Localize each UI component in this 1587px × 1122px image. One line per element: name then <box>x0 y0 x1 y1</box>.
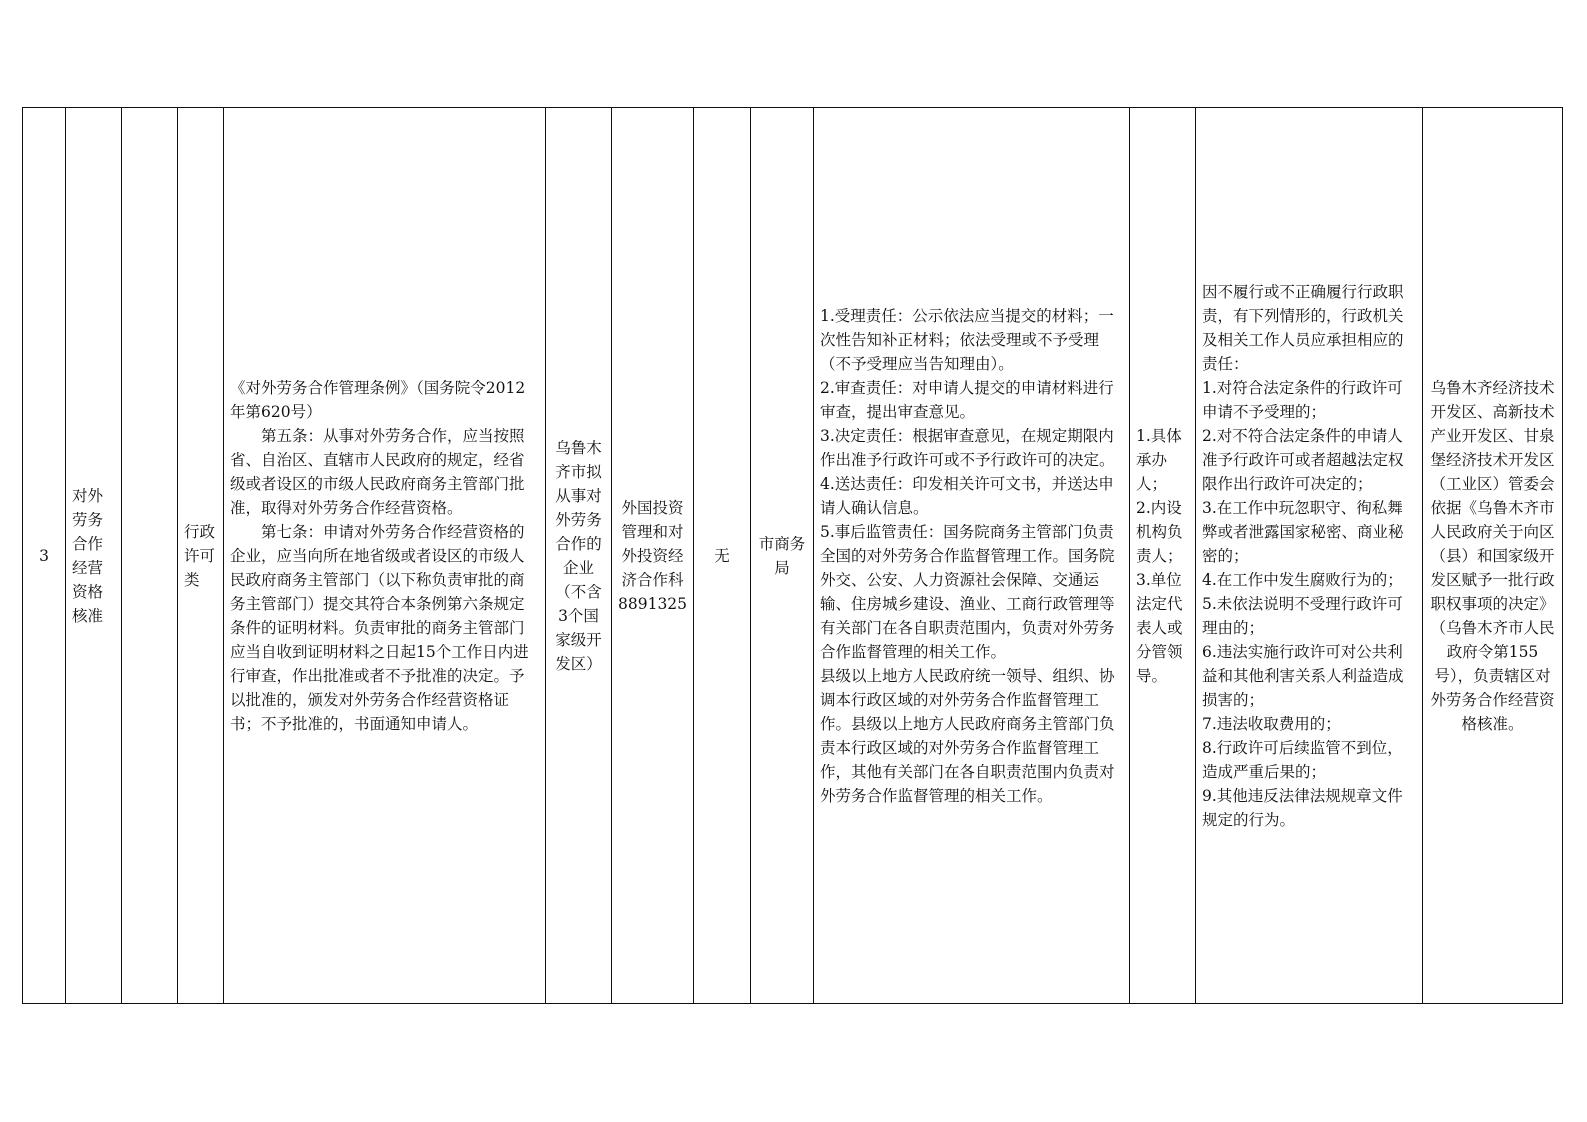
sub-item-cell <box>122 108 178 1004</box>
dept-cell <box>612 108 694 1004</box>
duty-item: 县级以上地方人民政府统一领导、组织、协调本行政区域的对外劳务合作监督管理工作。县级以上地方人民政府商务主管部门负责本行政区域的对外劳务合作监督管理工作，其他有关部门在各自职责范围内负责对外劳务合作监督管理的相关工作。 <box>820 666 1115 805</box>
duty-item: 5.事后监管责任：国务院商务主管部门负责全国的对外劳务合作监督管理工作。国务院外交、公安、人力资源社会保障、交通运输、住房城乡建设、渔业、工商行政管理等有关部门在各自职责范围内，负责对外劳务合作监督管理的相关工作。 <box>820 522 1115 661</box>
object-cell <box>546 108 612 1004</box>
responsible-item: 1.具体承办人； <box>1136 426 1182 493</box>
accountability-item: 6.违法实施行政许可对公共利益和其他利害关系人利益造成损害的； <box>1202 642 1404 709</box>
basis-title: 《对外劳务合作管理条例》（国务院令2012年第620号） <box>230 378 526 421</box>
note-text: 乌鲁木齐经济技术开发区、高新技术产业开发区、甘泉堡经济技术开发区（工业区）管委会依据《乌鲁木齐市人民政府关于向区（县）和国家级开发区赋予一批行政职权事项的决定》（乌鲁木齐市人民政府令第155号），负责辖区对外劳务合作经营资格核准。 <box>1430 378 1555 733</box>
responsible-cell <box>1130 108 1196 1004</box>
accountability-item: 8.行政许可后续监管不到位，造成严重后果的； <box>1202 738 1403 781</box>
accountability-item: 4.在工作中发生腐败行为的； <box>1202 570 1403 589</box>
accountability-item: 1.对符合法定条件的行政许可申请不予受理的； <box>1202 378 1403 421</box>
dept-phone: 8891325 <box>618 594 688 613</box>
basis-article-5: 第五条：从事对外劳务合作，应当按照省、自治区、直辖市人民政府的规定，经省级或者设区的市级人民政府商务主管部门批准，取得对外劳务合作经营资格。 <box>230 426 525 517</box>
power-list-table <box>22 107 1563 1004</box>
item-name: 对外劳务合作经营资格核准 <box>72 486 104 625</box>
accountability-item: 3.在工作中玩忽职守、徇私舞弊或者泄露国家秘密、商业秘密的； <box>1202 498 1404 565</box>
note-cell <box>1423 108 1563 1004</box>
accountability-item: 2.对不符合法定条件的申请人准予行政许可或者超越法定权限作出行政许可决定的； <box>1202 426 1404 493</box>
implementation-object: 乌鲁木齐市拟从事对外劳务合作的企业（不含3个国家级开发区） <box>555 438 602 673</box>
implementer: 市商务局 <box>758 534 806 577</box>
other-cell <box>694 108 751 1004</box>
legal-basis-cell <box>224 108 546 1004</box>
seq-number: 3 <box>39 546 49 565</box>
accountability-item: 因不履行或不正确履行行政职责，有下列情形的，行政机关及相关工作人员应承担相应的责任： <box>1202 282 1404 373</box>
accountability-item: 9.其他违反法律法规规章文件规定的行为。 <box>1202 786 1403 829</box>
other-value: 无 <box>714 546 730 565</box>
category: 行政许可类 <box>184 522 216 589</box>
seq-cell <box>23 108 66 1004</box>
responsible-item: 2.内设机构负责人； <box>1136 498 1183 565</box>
duties-cell <box>814 108 1130 1004</box>
duty-item: 1.受理责任：公示依法应当提交的材料；一次性告知补正材料；依法受理或不予受理（不予受理应当告知理由）。 <box>820 306 1114 373</box>
accountability-item: 5.未依法说明不受理行政许可理由的； <box>1202 594 1403 637</box>
dept-name: 外国投资管理和对外投资经济合作科 <box>621 498 684 589</box>
implementer-cell <box>751 108 814 1004</box>
accountability-cell <box>1196 108 1423 1004</box>
category-cell <box>178 108 224 1004</box>
accountability-item: 7.违法收取费用的； <box>1202 714 1341 733</box>
table-row <box>23 108 1563 1004</box>
duty-item: 2.审查责任：对申请人提交的申请材料进行审查，提出审查意见。 <box>820 378 1114 421</box>
duty-item: 3.决定责任：根据审查意见，在规定期限内作出准予行政许可或不予行政许可的决定。 <box>820 426 1115 469</box>
duty-item: 4.送达责任：印发相关许可文书，并送达申请人确认信息。 <box>820 474 1114 517</box>
item-name-cell <box>66 108 122 1004</box>
basis-article-7: 第七条：申请对外劳务合作经营资格的企业，应当向所在地省级或者设区的市级人民政府商务主管部门（以下称负责审批的商务主管部门）提交其符合本条例第六条规定条件的证明材料。负责审批的商务主管部门应当自收到证明材料之日起15个工作日内进行审查，作出批准或者不予批准的决定。予以批准的，颁发对外劳务合作经营资格证书；不予批准的，书面通知申请人。 <box>230 522 529 733</box>
responsible-item: 3.单位法定代表人或分管领导。 <box>1136 570 1183 685</box>
